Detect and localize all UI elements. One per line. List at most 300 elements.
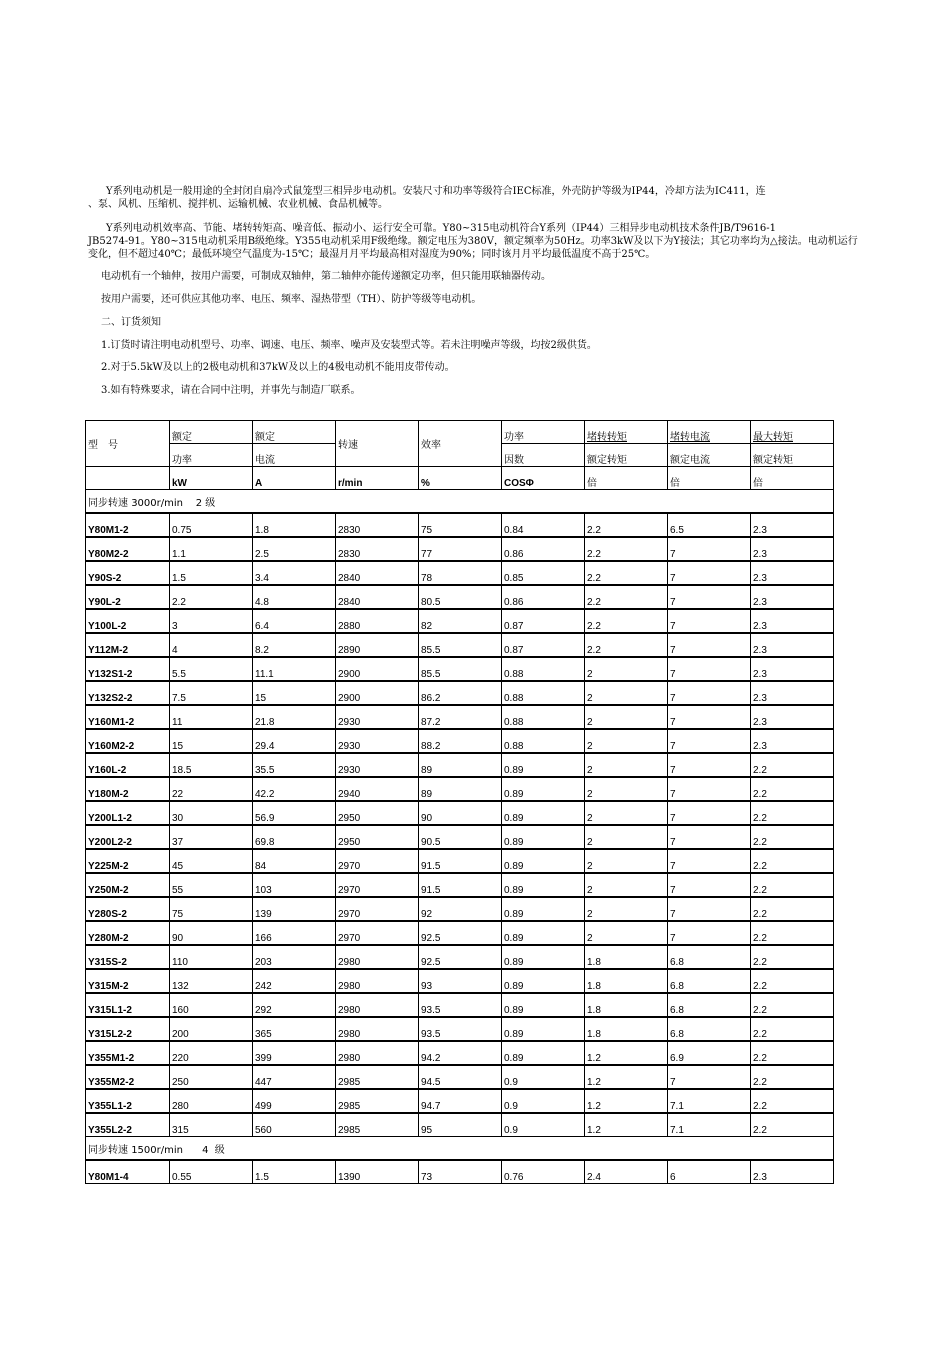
- value-cell: 2.5: [253, 537, 336, 561]
- model-cell: Y90S-2: [86, 561, 170, 585]
- value-cell: 2.3: [751, 729, 834, 753]
- value-cell: 2.3: [751, 561, 834, 585]
- value-cell: 89: [419, 753, 502, 777]
- value-cell: 0.76: [502, 1160, 585, 1184]
- model-cell: Y180M-2: [86, 777, 170, 801]
- value-cell: 0.89: [502, 801, 585, 825]
- value-cell: 160: [170, 993, 253, 1017]
- value-cell: 69.8: [253, 825, 336, 849]
- value-cell: 132: [170, 969, 253, 993]
- value-cell: 6.8: [668, 993, 751, 1017]
- value-cell: 0.88: [502, 681, 585, 705]
- value-cell: 2.3: [751, 537, 834, 561]
- value-cell: 2970: [336, 849, 419, 873]
- value-cell: 2.2: [585, 609, 668, 633]
- value-cell: 1.2: [585, 1041, 668, 1065]
- value-cell: 220: [170, 1041, 253, 1065]
- value-cell: 2900: [336, 657, 419, 681]
- section-speed: 1500r/min: [131, 1144, 183, 1156]
- model-cell: Y200L2-2: [86, 825, 170, 849]
- value-cell: 1.5: [253, 1160, 336, 1184]
- table-row: [86, 801, 834, 825]
- ordering-note-2: 2.对于5.5kW及以上的2极电动机和37kW及以上的4极电动机不能用皮带传动。: [101, 362, 455, 373]
- section-poles-label: 级: [205, 497, 216, 509]
- value-cell: 94.2: [419, 1041, 502, 1065]
- value-cell: 2950: [336, 825, 419, 849]
- header-max-torque: [751, 421, 834, 444]
- value-cell: 75: [170, 897, 253, 921]
- value-cell: 0.88: [502, 705, 585, 729]
- header-max-torque-label: 最大转矩: [753, 432, 793, 443]
- model-cell: Y200L1-2: [86, 801, 170, 825]
- value-cell: 2.2: [585, 633, 668, 657]
- value-cell: 30: [170, 801, 253, 825]
- value-cell: 447: [253, 1065, 336, 1089]
- table-row: [86, 1160, 834, 1184]
- value-cell: 1.1: [170, 537, 253, 561]
- unit-cell: COSΦ: [502, 467, 585, 490]
- table-row: [86, 1113, 834, 1137]
- value-cell: 7: [668, 897, 751, 921]
- value-cell: 2: [585, 825, 668, 849]
- table-row: [86, 753, 834, 777]
- value-cell: 94.5: [419, 1065, 502, 1089]
- model-cell: Y100L-2: [86, 609, 170, 633]
- value-cell: 292: [253, 993, 336, 1017]
- model-cell: Y132S2-2: [86, 681, 170, 705]
- value-cell: 7: [668, 825, 751, 849]
- value-cell: 6.5: [668, 513, 751, 537]
- table-row: [86, 921, 834, 945]
- model-cell: Y250M-2: [86, 873, 170, 897]
- value-cell: 2840: [336, 585, 419, 609]
- value-cell: 15: [253, 681, 336, 705]
- unit-cell: 倍: [585, 467, 668, 490]
- value-cell: 2.2: [751, 1017, 834, 1041]
- value-cell: 2.2: [585, 561, 668, 585]
- value-cell: 7: [668, 849, 751, 873]
- units-blank-cell: [86, 467, 170, 490]
- header-locked-current-label: 堵转电流: [670, 432, 710, 443]
- header-max-torque-2: 额定转矩: [751, 444, 834, 467]
- value-cell: 77: [419, 537, 502, 561]
- value-cell: 86.2: [419, 681, 502, 705]
- value-cell: 7.1: [668, 1089, 751, 1113]
- value-cell: 315: [170, 1113, 253, 1137]
- value-cell: 2.2: [751, 993, 834, 1017]
- value-cell: 2.2: [751, 801, 834, 825]
- value-cell: 18.5: [170, 753, 253, 777]
- value-cell: 7: [668, 1065, 751, 1089]
- value-cell: 2900: [336, 681, 419, 705]
- value-cell: 2.3: [751, 705, 834, 729]
- value-cell: 499: [253, 1089, 336, 1113]
- table-row: [86, 705, 834, 729]
- value-cell: 1.2: [585, 1065, 668, 1089]
- value-cell: 2.3: [751, 681, 834, 705]
- value-cell: 0.9: [502, 1113, 585, 1137]
- value-cell: 7: [668, 681, 751, 705]
- intro-paragraph-2-line-2: JB5274-91。Y80~315电动机采用B级绝缘。Y355电动机采用F级绝缘。额定电压为380V，额定频率为50Hz。功率3kW及以下为Y接法；其它功率均为△接法。电动机运行: [88, 236, 858, 247]
- value-cell: 7: [668, 609, 751, 633]
- value-cell: 2.2: [170, 585, 253, 609]
- value-cell: 2: [585, 849, 668, 873]
- model-cell: Y90L-2: [86, 585, 170, 609]
- model-cell: Y315L1-2: [86, 993, 170, 1017]
- value-cell: 92.5: [419, 921, 502, 945]
- table-body-4-pole: [86, 1160, 834, 1184]
- table-row: [86, 945, 834, 969]
- value-cell: 1.8: [585, 945, 668, 969]
- value-cell: 0.89: [502, 921, 585, 945]
- value-cell: 2980: [336, 945, 419, 969]
- value-cell: 7: [668, 585, 751, 609]
- value-cell: 3: [170, 609, 253, 633]
- section-label: [86, 1137, 834, 1161]
- table-row: [86, 1041, 834, 1065]
- value-cell: 0.87: [502, 633, 585, 657]
- value-cell: 280: [170, 1089, 253, 1113]
- value-cell: 6.4: [253, 609, 336, 633]
- unit-cell: A: [253, 467, 336, 490]
- table-row: [86, 537, 834, 561]
- value-cell: 7: [668, 657, 751, 681]
- section-poles: 2: [195, 497, 203, 509]
- model-cell: Y80M1-4: [86, 1160, 170, 1184]
- model-cell: Y280S-2: [86, 897, 170, 921]
- value-cell: 2: [585, 873, 668, 897]
- model-cell: Y160M2-2: [86, 729, 170, 753]
- value-cell: 2980: [336, 969, 419, 993]
- value-cell: 1.2: [585, 1113, 668, 1137]
- model-cell: Y355M2-2: [86, 1065, 170, 1089]
- value-cell: 0.86: [502, 537, 585, 561]
- ordering-heading: 二、订货须知: [101, 317, 161, 328]
- value-cell: 1.8: [253, 513, 336, 537]
- value-cell: 2985: [336, 1065, 419, 1089]
- header-efficiency: 效率: [419, 421, 502, 467]
- value-cell: 2.2: [751, 777, 834, 801]
- header-locked-torque-2: 额定转矩: [585, 444, 668, 467]
- value-cell: 0.89: [502, 849, 585, 873]
- table-row: [86, 897, 834, 921]
- value-cell: 22: [170, 777, 253, 801]
- value-cell: 0.89: [502, 993, 585, 1017]
- value-cell: 6.8: [668, 969, 751, 993]
- value-cell: 7: [668, 633, 751, 657]
- value-cell: 95: [419, 1113, 502, 1137]
- table-row: [86, 873, 834, 897]
- value-cell: 4.8: [253, 585, 336, 609]
- value-cell: 45: [170, 849, 253, 873]
- value-cell: 2.2: [751, 1065, 834, 1089]
- table-row: [86, 729, 834, 753]
- table-header-row: [86, 421, 834, 444]
- value-cell: 2: [585, 777, 668, 801]
- header-rated-current-2: 电流: [253, 444, 336, 467]
- unit-cell: r/min: [336, 467, 419, 490]
- value-cell: 0.9: [502, 1089, 585, 1113]
- table-row: [86, 993, 834, 1017]
- section-label: [86, 490, 834, 514]
- value-cell: 2.2: [751, 921, 834, 945]
- value-cell: 0.89: [502, 969, 585, 993]
- value-cell: 2.2: [751, 1113, 834, 1137]
- intro-paragraph-1-line-1: Y系列电动机是一般用途的全封闭自扇冷式鼠笼型三相异步电动机。安装尺寸和功率等级符合IEC标准，外壳防护等级为IP44，冷却方法为IC411，连: [106, 186, 766, 197]
- value-cell: 0.89: [502, 777, 585, 801]
- value-cell: 85.5: [419, 633, 502, 657]
- section-label-text: 同步转速: [88, 1144, 128, 1156]
- value-cell: 0.86: [502, 585, 585, 609]
- header-locked-current: [668, 421, 751, 444]
- value-cell: 2: [585, 657, 668, 681]
- value-cell: 37: [170, 825, 253, 849]
- value-cell: 0.88: [502, 657, 585, 681]
- model-cell: Y80M2-2: [86, 537, 170, 561]
- value-cell: 2985: [336, 1113, 419, 1137]
- value-cell: 2970: [336, 873, 419, 897]
- value-cell: 7.1: [668, 1113, 751, 1137]
- value-cell: 7: [668, 729, 751, 753]
- header-locked-torque: [585, 421, 668, 444]
- table-row: [86, 585, 834, 609]
- value-cell: 0.75: [170, 513, 253, 537]
- value-cell: 2: [585, 801, 668, 825]
- model-cell: Y355M1-2: [86, 1041, 170, 1065]
- value-cell: 7.5: [170, 681, 253, 705]
- value-cell: 2.2: [751, 1041, 834, 1065]
- table-row: [86, 825, 834, 849]
- value-cell: 2.3: [751, 657, 834, 681]
- model-cell: Y225M-2: [86, 849, 170, 873]
- table-row: [86, 1017, 834, 1041]
- table-units-row: [86, 467, 834, 490]
- value-cell: 84: [253, 849, 336, 873]
- intro-paragraph-1: [88, 185, 766, 211]
- value-cell: 7: [668, 705, 751, 729]
- value-cell: 103: [253, 873, 336, 897]
- value-cell: 2.2: [751, 753, 834, 777]
- unit-cell: %: [419, 467, 502, 490]
- value-cell: 7: [668, 921, 751, 945]
- value-cell: 2.2: [751, 897, 834, 921]
- value-cell: 90: [419, 801, 502, 825]
- value-cell: 2980: [336, 993, 419, 1017]
- table-row: [86, 777, 834, 801]
- value-cell: 0.55: [170, 1160, 253, 1184]
- header-speed: 转速: [336, 421, 419, 467]
- section-label-text: 同步转速: [88, 497, 128, 509]
- intro-paragraph-3: 电动机有一个轴伸，按用户需要，可制成双轴伸，第二轴伸亦能传递额定功率，但只能用联轴器传动。: [101, 271, 551, 282]
- value-cell: 2980: [336, 1017, 419, 1041]
- model-cell: Y315S-2: [86, 945, 170, 969]
- value-cell: 21.8: [253, 705, 336, 729]
- value-cell: 7: [668, 873, 751, 897]
- intro-paragraph-1-line-2: 、泵、风机、压缩机、搅拌机、运输机械、农业机械、食品机械等。: [88, 199, 388, 210]
- section-row-4-pole: [86, 1137, 834, 1161]
- table-row: [86, 849, 834, 873]
- unit-cell: 倍: [668, 467, 751, 490]
- section-speed: 3000r/min: [131, 497, 183, 509]
- value-cell: 93.5: [419, 993, 502, 1017]
- value-cell: 5.5: [170, 657, 253, 681]
- header-locked-torque-label: 堵转转矩: [587, 432, 627, 443]
- value-cell: 2.2: [585, 537, 668, 561]
- value-cell: 3.4: [253, 561, 336, 585]
- value-cell: 15: [170, 729, 253, 753]
- value-cell: 0.84: [502, 513, 585, 537]
- value-cell: 75: [419, 513, 502, 537]
- value-cell: 139: [253, 897, 336, 921]
- value-cell: 0.89: [502, 1017, 585, 1041]
- value-cell: 93.5: [419, 1017, 502, 1041]
- value-cell: 2.2: [751, 969, 834, 993]
- value-cell: 2.2: [585, 585, 668, 609]
- section-row-2-pole: [86, 490, 834, 514]
- value-cell: 2985: [336, 1089, 419, 1113]
- model-cell: Y315M-2: [86, 969, 170, 993]
- unit-cell: kW: [170, 467, 253, 490]
- value-cell: 56.9: [253, 801, 336, 825]
- value-cell: 7: [668, 537, 751, 561]
- value-cell: 93: [419, 969, 502, 993]
- model-cell: Y112M-2: [86, 633, 170, 657]
- value-cell: 2840: [336, 561, 419, 585]
- table-row: [86, 513, 834, 537]
- value-cell: 0.89: [502, 873, 585, 897]
- table-body-2-pole: [86, 513, 834, 1137]
- model-cell: Y280M-2: [86, 921, 170, 945]
- value-cell: 2950: [336, 801, 419, 825]
- model-cell: Y160M1-2: [86, 705, 170, 729]
- value-cell: 1.2: [585, 1089, 668, 1113]
- table-row: [86, 1065, 834, 1089]
- value-cell: 2930: [336, 753, 419, 777]
- value-cell: 2: [585, 681, 668, 705]
- value-cell: 2.2: [751, 873, 834, 897]
- table-row: [86, 561, 834, 585]
- intro-paragraph-4: 按用户需要，还可供应其他功率、电压、频率、湿热带型（TH）、防护等级等电动机。: [101, 294, 482, 305]
- intro-paragraph-2-line-1: Y系列电动机效率高、节能、堵转转矩高、噪音低、振动小、运行安全可靠。Y80~315电动机符合Y系列（IP44）三相异步电动机技术条件JB/T9616-1: [106, 223, 776, 234]
- value-cell: 80.5: [419, 585, 502, 609]
- unit-cell: 倍: [751, 467, 834, 490]
- value-cell: 4: [170, 633, 253, 657]
- value-cell: 1.8: [585, 969, 668, 993]
- value-cell: 2.3: [751, 585, 834, 609]
- value-cell: 2.2: [751, 849, 834, 873]
- value-cell: 2.3: [751, 633, 834, 657]
- value-cell: 2.3: [751, 609, 834, 633]
- value-cell: 0.9: [502, 1065, 585, 1089]
- value-cell: 399: [253, 1041, 336, 1065]
- value-cell: 90.5: [419, 825, 502, 849]
- value-cell: 55: [170, 873, 253, 897]
- value-cell: 242: [253, 969, 336, 993]
- value-cell: 1.5: [170, 561, 253, 585]
- value-cell: 2: [585, 729, 668, 753]
- value-cell: 2930: [336, 705, 419, 729]
- value-cell: 88.2: [419, 729, 502, 753]
- value-cell: 203: [253, 945, 336, 969]
- value-cell: 2970: [336, 897, 419, 921]
- value-cell: 2980: [336, 1041, 419, 1065]
- value-cell: 2970: [336, 921, 419, 945]
- value-cell: 1390: [336, 1160, 419, 1184]
- value-cell: 0.89: [502, 825, 585, 849]
- value-cell: 6.9: [668, 1041, 751, 1065]
- value-cell: 0.87: [502, 609, 585, 633]
- value-cell: 78: [419, 561, 502, 585]
- header-locked-current-2: 额定电流: [668, 444, 751, 467]
- header-model: 型 号: [86, 421, 170, 467]
- header-power-factor: 功率: [502, 421, 585, 444]
- section-poles: 4: [202, 1144, 209, 1156]
- value-cell: 1.8: [585, 1017, 668, 1041]
- value-cell: 42.2: [253, 777, 336, 801]
- value-cell: 94.7: [419, 1089, 502, 1113]
- value-cell: 11.1: [253, 657, 336, 681]
- value-cell: 2.2: [585, 513, 668, 537]
- model-cell: Y160L-2: [86, 753, 170, 777]
- value-cell: 0.85: [502, 561, 585, 585]
- value-cell: 200: [170, 1017, 253, 1041]
- value-cell: 0.89: [502, 753, 585, 777]
- model-cell: Y80M1-2: [86, 513, 170, 537]
- value-cell: 87.2: [419, 705, 502, 729]
- intro-paragraph-2-line-3: 变化，但不超过40℃；最低环境空气温度为-15℃；最湿月月平均最高相对湿度为90%；同时该月月平均最低温度不高于25℃。: [88, 249, 656, 260]
- value-cell: 73: [419, 1160, 502, 1184]
- value-cell: 0.89: [502, 1041, 585, 1065]
- value-cell: 2: [585, 897, 668, 921]
- value-cell: 2.3: [751, 1160, 834, 1184]
- value-cell: 1.8: [585, 993, 668, 1017]
- value-cell: 35.5: [253, 753, 336, 777]
- header-rated-power: 额定: [170, 421, 253, 444]
- model-cell: Y315L2-2: [86, 1017, 170, 1041]
- value-cell: 2830: [336, 513, 419, 537]
- value-cell: 250: [170, 1065, 253, 1089]
- value-cell: 92.5: [419, 945, 502, 969]
- value-cell: 7: [668, 753, 751, 777]
- value-cell: 7: [668, 777, 751, 801]
- intro-paragraph-2: [88, 222, 858, 261]
- value-cell: 89: [419, 777, 502, 801]
- value-cell: 91.5: [419, 873, 502, 897]
- value-cell: 82: [419, 609, 502, 633]
- value-cell: 2930: [336, 729, 419, 753]
- section-poles-label: 级: [214, 1144, 225, 1156]
- model-cell: Y355L1-2: [86, 1089, 170, 1113]
- table-row: [86, 657, 834, 681]
- model-cell: Y355L2-2: [86, 1113, 170, 1137]
- ordering-note-1: 1.订货时请注明电动机型号、功率、调速、电压、频率、噪声及安装型式等。若未注明噪声等级，均按2级供货。: [101, 340, 597, 351]
- value-cell: 2830: [336, 537, 419, 561]
- value-cell: 0.88: [502, 729, 585, 753]
- value-cell: 92: [419, 897, 502, 921]
- value-cell: 0.89: [502, 945, 585, 969]
- value-cell: 110: [170, 945, 253, 969]
- table-row: [86, 681, 834, 705]
- value-cell: 560: [253, 1113, 336, 1137]
- motor-spec-table: [85, 420, 834, 1184]
- value-cell: 7: [668, 561, 751, 585]
- value-cell: 6.8: [668, 1017, 751, 1041]
- value-cell: 29.4: [253, 729, 336, 753]
- value-cell: 2890: [336, 633, 419, 657]
- value-cell: 7: [668, 801, 751, 825]
- value-cell: 2: [585, 705, 668, 729]
- header-power-factor-2: 因数: [502, 444, 585, 467]
